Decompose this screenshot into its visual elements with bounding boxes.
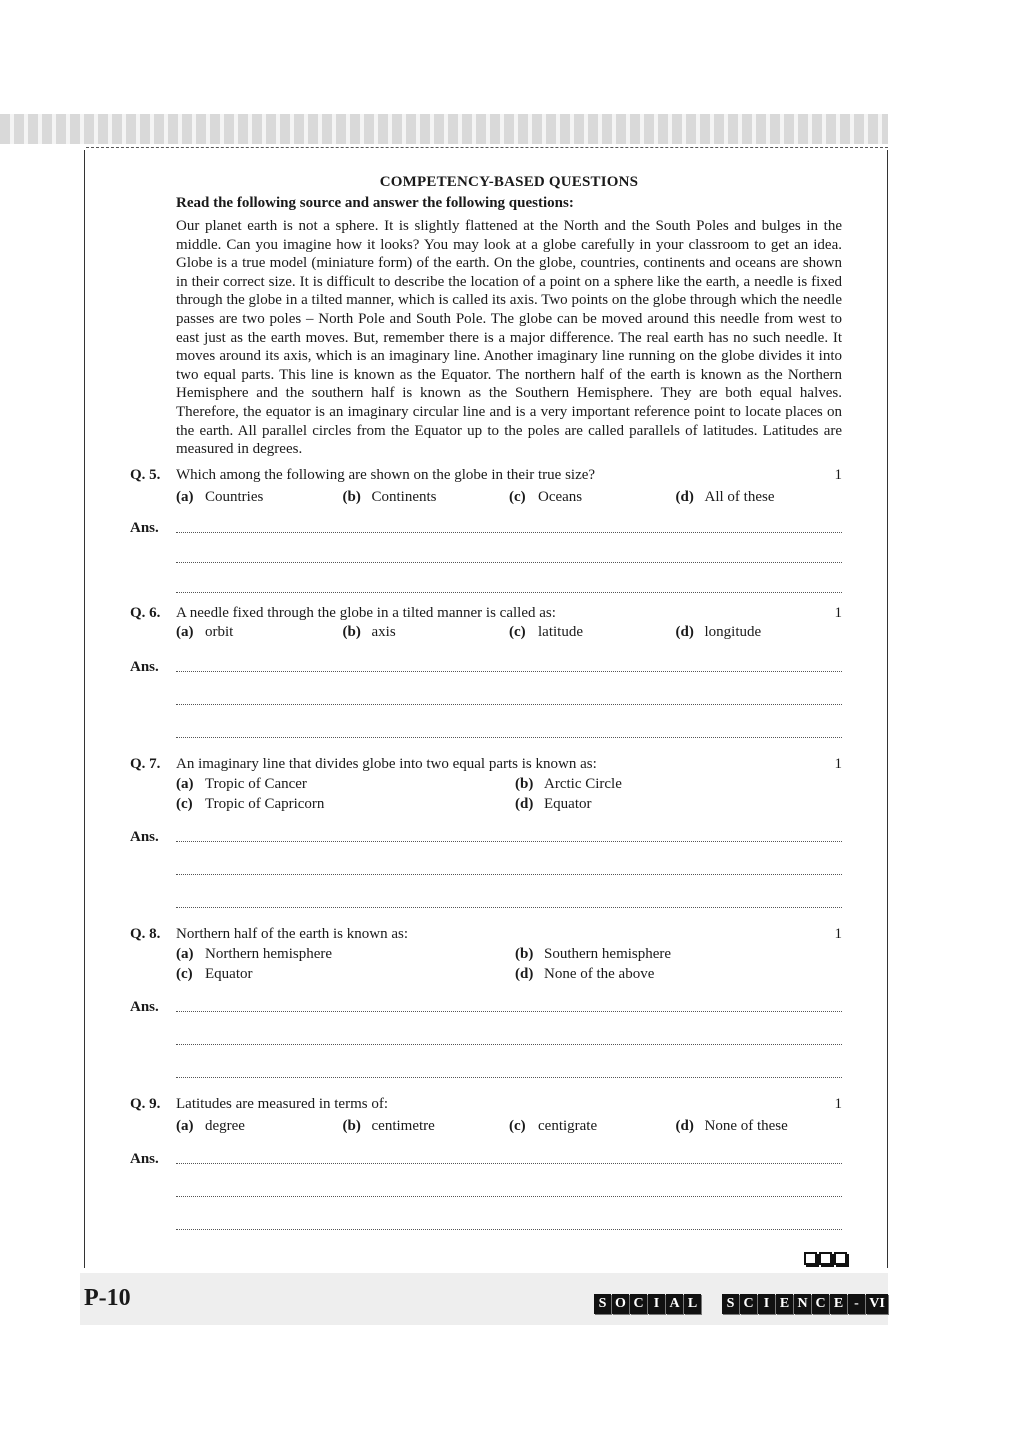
question-marks: 1: [834, 466, 842, 483]
question-text: Latitudes are measured in terms of:: [176, 1095, 389, 1112]
option-a: (a) Northern hemisphere: [176, 945, 333, 962]
answer-area[interactable]: [130, 992, 842, 1082]
option-b: (b) Arctic Circle: [515, 775, 622, 792]
option-d: (d) All of these: [675, 488, 775, 505]
options-list: [176, 1118, 842, 1135]
section-heading: COMPETENCY-BASED QUESTIONS: [379, 174, 639, 190]
question-marks: 1: [834, 604, 842, 621]
answer-line[interactable]: [176, 1044, 842, 1045]
answer-area[interactable]: [130, 1144, 842, 1234]
question-8: [130, 926, 842, 1082]
answer-line[interactable]: [176, 1077, 842, 1078]
option-a: (a) orbit: [176, 623, 234, 640]
option-c: (c) centigrate: [509, 1117, 598, 1134]
answer-label: Ans.: [130, 519, 159, 536]
question-5: [130, 467, 842, 597]
question-text: Northern half of the earth is known as:: [176, 925, 409, 942]
section-instruction: Read the following source and answer the following questions:: [176, 195, 574, 211]
subject-letter: E: [776, 1294, 793, 1314]
left-border-line: [84, 150, 85, 1268]
answer-line[interactable]: [176, 532, 842, 533]
question-number: Q. 8.: [130, 925, 161, 942]
option-b: (b) Southern hemisphere: [515, 945, 672, 962]
answer-label: Ans.: [130, 998, 159, 1015]
answer-line[interactable]: [176, 874, 842, 875]
subject-letter: VI: [866, 1294, 888, 1314]
answer-line[interactable]: [176, 592, 842, 593]
subject-letter: I: [758, 1294, 775, 1314]
options-list: [176, 624, 842, 641]
subject-letter: O: [612, 1294, 629, 1314]
answer-line[interactable]: [176, 1229, 842, 1230]
question-7: [130, 756, 842, 912]
subject-letter: -: [848, 1294, 865, 1314]
page-number: P-10: [84, 1285, 131, 1311]
end-of-section-marker-icon: [804, 1252, 847, 1265]
option-c: (c) Tropic of Capricorn: [176, 795, 325, 812]
option-d: (d) Equator: [515, 795, 592, 812]
question-number: Q. 5.: [130, 466, 161, 483]
option-a: (a) Countries: [176, 488, 264, 505]
option-a: (a) Tropic of Cancer: [176, 775, 307, 792]
option-d: (d) longitude: [675, 623, 762, 640]
question-text: An imaginary line that divides globe into two equal parts is known as:: [176, 755, 597, 772]
option-b: (b) centimetre: [342, 1117, 435, 1134]
subject-letter: S: [594, 1294, 611, 1314]
question-number: Q. 6.: [130, 604, 161, 621]
option-d: (d) None of the above: [515, 965, 655, 982]
right-border-line: [887, 150, 888, 1268]
answer-line[interactable]: [176, 562, 842, 563]
question-marks: 1: [834, 1095, 842, 1112]
question-marks: 1: [834, 755, 842, 772]
answer-line[interactable]: [176, 1196, 842, 1197]
subject-letter: C: [630, 1294, 647, 1314]
options-list: [176, 489, 842, 506]
answer-area[interactable]: [130, 650, 842, 742]
option-b: (b) axis: [342, 623, 396, 640]
options-list: [176, 946, 842, 983]
answer-line[interactable]: [176, 704, 842, 705]
subject-letter: [702, 1294, 721, 1314]
subject-letter: S: [722, 1294, 739, 1314]
option-c: (c) latitude: [509, 623, 583, 640]
answer-label: Ans.: [130, 1150, 159, 1167]
question-6: [130, 605, 842, 742]
source-passage: Our planet earth is not a sphere. It is slightly flattened at the North and the South Poles and bulges in the middle. Can you imagine how it looks? You may look at a globe carefully in your classroom to get an idea. Globe is a true model (miniature form) of the earth. On the globe, countries, continents and oceans are shown in their correct size. It is difficult to describe the location of a point on a sphere like the earth, a needle is fixed through the globe in a tilted manner, which is called its axis. Two points on the globe through which the needle passes are two poles – North Pole and South Pole. The globe can be moved around this needle from west to east just as the earth moves. But, remember there is a major difference. The real earth has no such needle. It moves around its axis, which is an imaginary line. Another imaginary line running on the globe divides it into two equal parts. This line is known as the Equator. The northern half of the earth is known as the Northern Hemisphere and the southern half is known as the Southern Hemisphere. They are both equal halves. Therefore, the equator is an imaginary circular line and is a very important reference point to locate places on the earth. All parallel circles from the Equator up to the poles are called parallels of latitudes. Latitudes are measured in degrees.: [176, 218, 842, 458]
option-b: (b) Continents: [342, 488, 437, 505]
question-text: A needle fixed through the globe in a tilted manner is called as:: [176, 604, 556, 621]
answer-area[interactable]: [130, 822, 842, 912]
answer-line[interactable]: [176, 1163, 842, 1164]
question-number: Q. 7.: [130, 755, 161, 772]
question-9: [130, 1096, 842, 1234]
subject-letter: N: [794, 1294, 811, 1314]
subject-letter: C: [740, 1294, 757, 1314]
answer-line[interactable]: [176, 671, 842, 672]
header-dashed-rule: [86, 147, 888, 148]
answer-line[interactable]: [176, 907, 842, 908]
header-stripe-decoration: [0, 114, 888, 144]
options-list: [176, 776, 842, 813]
question-marks: 1: [834, 925, 842, 942]
subject-letter: C: [812, 1294, 829, 1314]
subject-letter: I: [648, 1294, 665, 1314]
answer-area[interactable]: [130, 515, 842, 597]
option-c: (c) Oceans: [509, 488, 583, 505]
page-content: [130, 174, 842, 1234]
answer-label: Ans.: [130, 828, 159, 845]
question-text: Which among the following are shown on the globe in their true size?: [176, 466, 596, 483]
answer-line[interactable]: [176, 737, 842, 738]
question-number: Q. 9.: [130, 1095, 161, 1112]
subject-letter: A: [666, 1294, 683, 1314]
subject-letter: E: [830, 1294, 847, 1314]
answer-line[interactable]: [176, 841, 842, 842]
option-a: (a) degree: [176, 1117, 245, 1134]
answer-label: Ans.: [130, 658, 159, 675]
subject-title: [593, 1294, 888, 1314]
option-d: (d) None of these: [675, 1117, 788, 1134]
subject-letter: L: [684, 1294, 701, 1314]
answer-line[interactable]: [176, 1011, 842, 1012]
option-c: (c) Equator: [176, 965, 253, 982]
